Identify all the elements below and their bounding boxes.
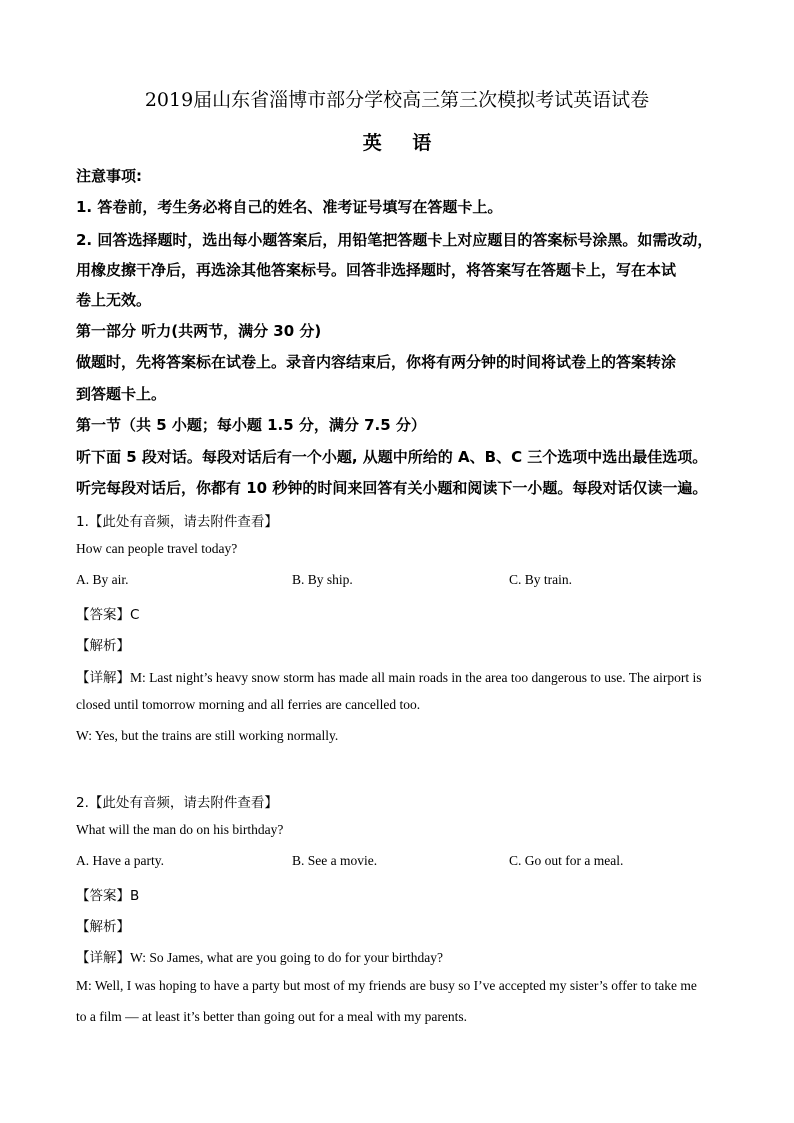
section1-instruction-line: 听下面 5 段对话。每段对话后有一个小题, 从题中所给的 A、B、C 三个选项中选出最佳选项。 <box>76 448 708 466</box>
question-text: How can people travel today? <box>76 541 238 556</box>
notice-heading: 注意事项: <box>76 167 142 185</box>
notice-line: 卷上无效。 <box>76 291 152 309</box>
analysis-label: 【解析】 <box>76 638 130 654</box>
part1-heading: 第一部分 听力(共两节，满分 30 分) <box>76 322 322 340</box>
detail-line: W: Yes, but the trains are still working normally. <box>76 728 339 743</box>
part1-instruction-line: 做题时，先将答案标在试卷上。录音内容结束后，你将有两分钟的时间将试卷上的答案转涂 <box>76 353 677 371</box>
detail-line: M: Well, I was hoping to have a party but most of my friends are busy so I’ve accepted my sister’s offer to take me <box>76 978 697 993</box>
exam-subject: 英 语 <box>362 132 444 154</box>
part1-instruction-line: 到答题卡上。 <box>76 385 167 403</box>
option-b: B. By ship. <box>292 572 353 587</box>
option-a: A. Have a party. <box>76 853 164 868</box>
notice-line: 2. 回答选择题时，选出每小题答案后，用铅笔把答题卡上对应题目的答案标号涂黑。如需改动， <box>76 231 713 249</box>
notice-line: 用橡皮擦干净后，再选涂其他答案标号。回答非选择题时，将答案写在答题卡上，写在本试 <box>76 261 677 279</box>
answer-label: 【答案】B <box>76 888 140 904</box>
option-c: C. Go out for a meal. <box>509 853 624 868</box>
detail-line: 【详解】W: So James, what are you going to do for your birthday? <box>76 950 443 965</box>
option-a: A. By air. <box>76 572 129 587</box>
audio-placeholder: 1.【此处有音频，请去附件查看】 <box>76 514 278 530</box>
audio-placeholder: 2.【此处有音频，请去附件查看】 <box>76 795 278 811</box>
option-c: C. By train. <box>509 572 572 587</box>
detail-line: 【详解】M: Last night’s heavy snow storm has made all main roads in the area too dangerous to use. The airport is <box>76 670 702 685</box>
option-b: B. See a movie. <box>292 853 378 868</box>
question-text: What will the man do on his birthday? <box>76 822 284 837</box>
analysis-label: 【解析】 <box>76 919 130 935</box>
notice-line: 1. 答卷前，考生务必将自己的姓名、准考证号填写在答题卡上。 <box>76 198 503 216</box>
exam-title: 2019届山东省淄博市部分学校高三第三次模拟考试英语试卷 <box>144 89 650 111</box>
answer-label: 【答案】C <box>76 607 140 623</box>
section1-instruction-line: 听完每段对话后，你都有 10 秒钟的时间来回答有关小题和阅读下一小题。每段对话仅读一遍。 <box>76 479 708 497</box>
detail-line: to a film — at least it’s better than going out for a meal with my parents. <box>76 1009 468 1024</box>
section1-heading: 第一节（共 5 小题；每小题 1.5 分，满分 7.5 分） <box>76 416 426 434</box>
detail-line: closed until tomorrow morning and all ferries are cancelled too. <box>76 697 421 712</box>
